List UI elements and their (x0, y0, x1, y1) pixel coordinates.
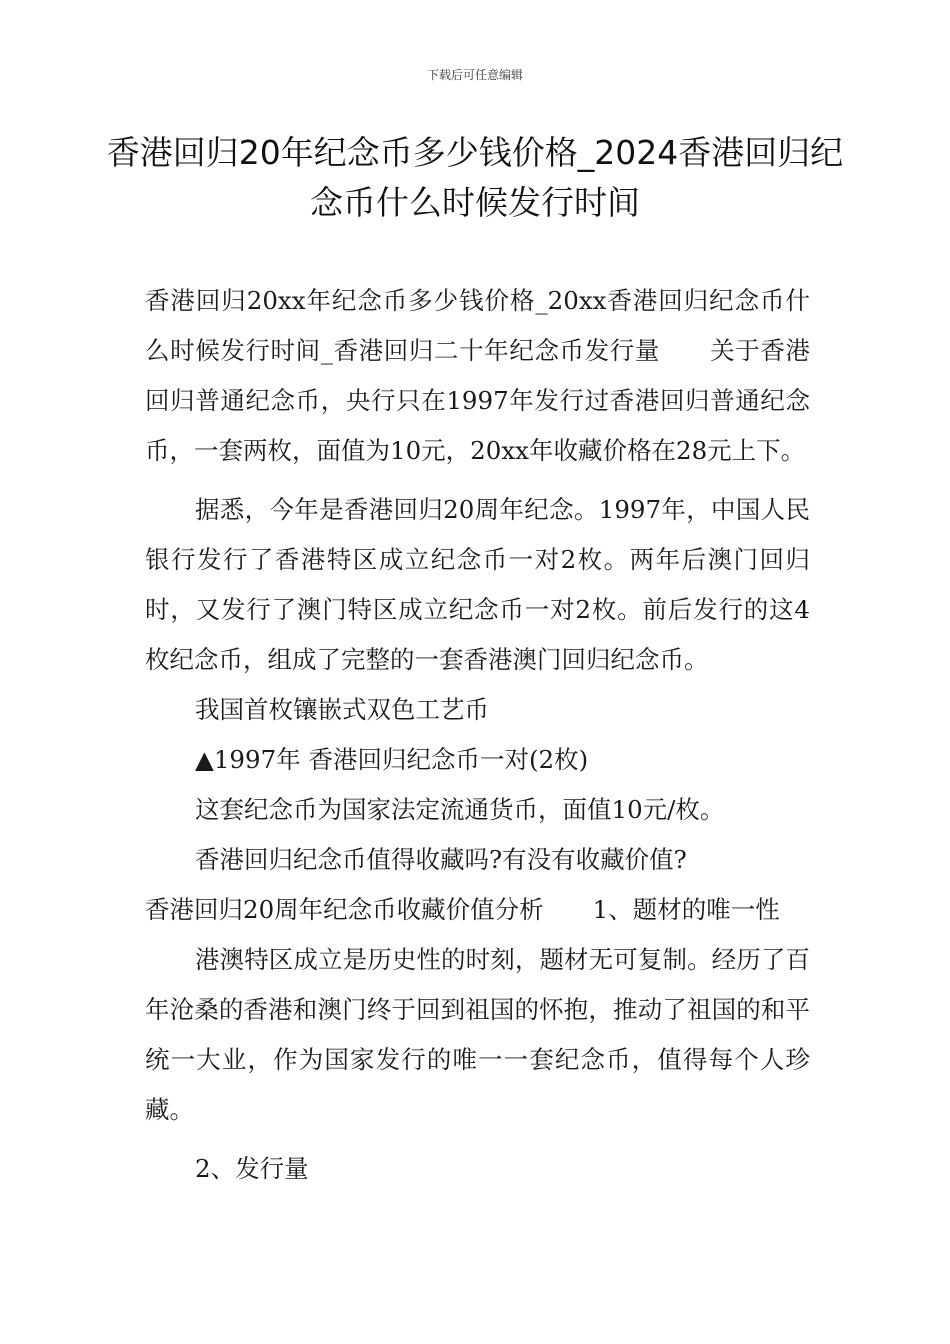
paragraph-analysis-heading: 香港回归20周年纪念币收藏价值分析 1、题材的唯一性 (145, 895, 780, 924)
document-body (145, 276, 810, 1194)
document-title: 香港回归20年纪念币多少钱价格_2024香港回归纪念币什么时候发行时间 (106, 133, 844, 222)
paragraph-face-value: 这套纪念币为国家法定流通货币，面值10元/枚。 (195, 795, 725, 824)
paragraph-circulation-heading: 2、发行量 (195, 1154, 309, 1183)
paragraph-question: 香港回归纪念币值得收藏吗?有没有收藏价值? (195, 845, 687, 874)
paragraph-intro: 香港回归20xx年纪念币多少钱价格_20xx香港回归纪念币什么时候发行时间_香港回归二十年纪念币发行量 关于香港回归普通纪念币，央行只在1997年发行过香港回归普通纪念币，一套两枚，面值为10元，20xx年收藏价格在28元上下。 (145, 286, 810, 465)
page-header-note: 下载后可任意编辑 (426, 68, 523, 82)
paragraph-background: 据悉，今年是香港回归20周年纪念。1997年，中国人民银行发行了香港特区成立纪念币一对2枚。两年后澳门回归时，又发行了澳门特区成立纪念币一对2枚。前后发行的这4枚纪念币，组成了完整的一套香港澳门回归纪念币。 (145, 495, 810, 674)
paragraph-caption-coin-pair: ▲1997年 香港回归纪念币一对(2枚) (195, 745, 589, 774)
paragraph-uniqueness: 港澳特区成立是历史性的时刻，题材无可复制。经历了百年沧桑的香港和澳门终于回到祖国的怀抱，推动了祖国的和平统一大业，作为国家发行的唯一一套纪念币，值得每个人珍藏。 (145, 945, 810, 1124)
paragraph-caption-first-bicolor: 我国首枚镶嵌式双色工艺币 (195, 695, 489, 724)
